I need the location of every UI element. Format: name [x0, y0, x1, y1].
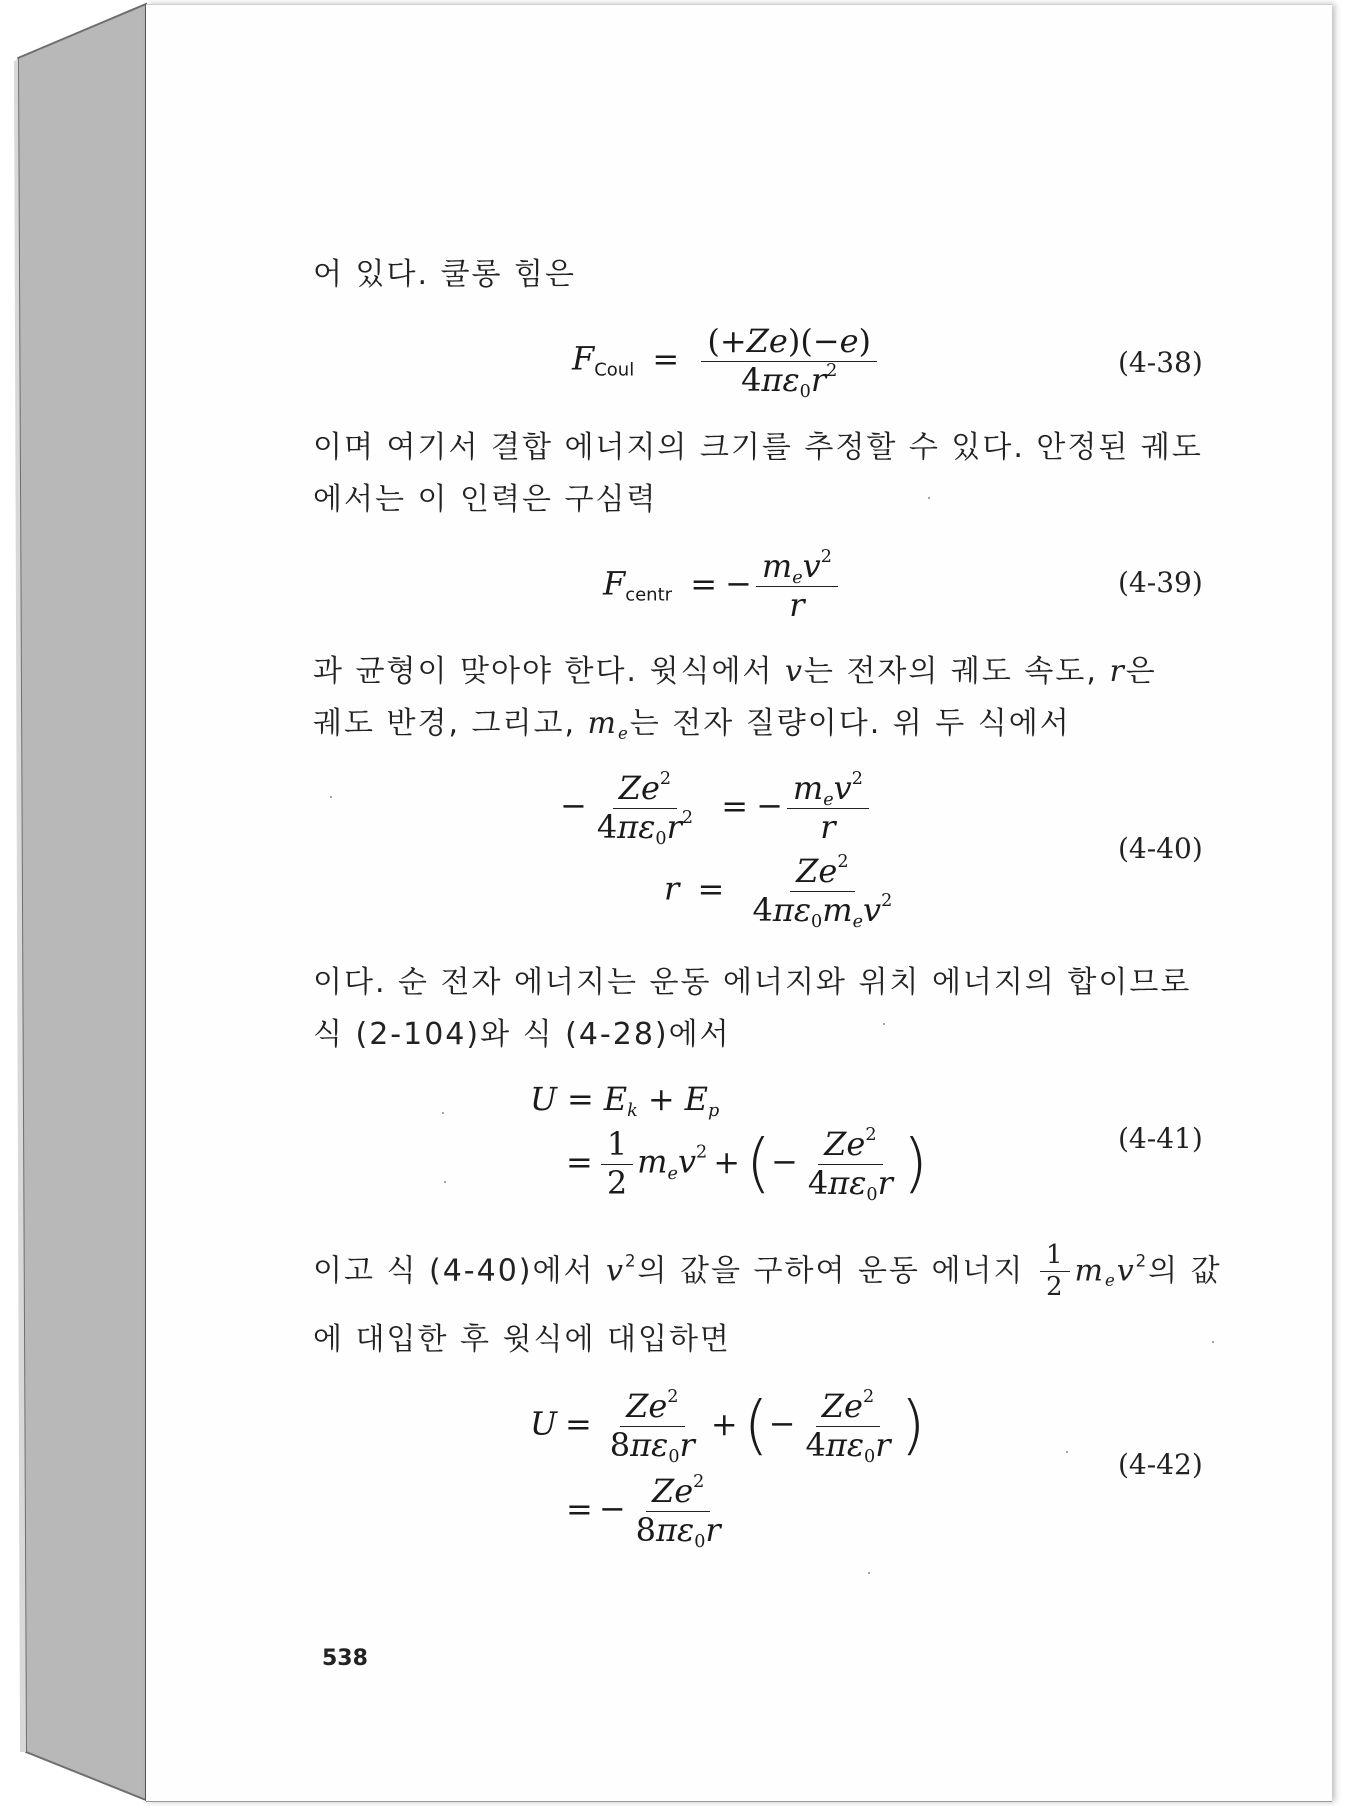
- symbol-m: m: [587, 706, 618, 741]
- equation-number: (4-39): [1118, 566, 1203, 599]
- scan-speck: [444, 1181, 446, 1183]
- scan-speck: [928, 497, 930, 499]
- text-span: 는 전자 질량이다. 위 두 식에서: [629, 706, 1071, 741]
- equation-number: (4-42): [1118, 1448, 1203, 1481]
- text-span: 의 값을 구하여 운동 에너지: [637, 1253, 1036, 1289]
- paragraph-text: [313, 644, 1157, 700]
- equation-4-39: Fcentr = − $\frac{m_ev^2}{r}$: [603, 550, 842, 622]
- equation-4-41-line2: = $\frac{1}{2}$ $m_ev^2$ +(− $\frac{Ze^2}{4\pi\varepsilon_0r}$ ): [566, 1125, 928, 1205]
- page-number: 538: [322, 1646, 368, 1671]
- text-span: 궤도 반경, 그리고,: [313, 706, 588, 741]
- text-span: 이고 식 (4-40)에서: [313, 1253, 607, 1289]
- equation-number: (4-40): [1118, 832, 1203, 865]
- book-spine: [0, 0, 160, 1806]
- equation-4-38: FCoul = $\frac{(+Ze)(-e)}{4\pi\varepsilon_0r^2}$: [572, 325, 881, 397]
- text-span: 과 균형이 맞아야 한다. 윗식에서: [313, 654, 785, 689]
- paragraph-text: 이고 식 (4-40)에서 $v^2$의 값을 구하여 운동 에너지 $\frac{1}{2}$ $m_ev^2$의 값: [313, 1240, 1222, 1303]
- equation-4-42-line2: = − $\frac{Ze^2}{8\pi\varepsilon_0r}$: [566, 1472, 721, 1552]
- equation-number: (4-41): [1118, 1122, 1203, 1155]
- symbol-e-subscript: e: [618, 723, 630, 743]
- fraction-half: $\frac{1}{2}$: [1040, 1242, 1071, 1302]
- symbol-v: v: [606, 1253, 625, 1289]
- text-span: 의 값: [1148, 1253, 1222, 1289]
- paragraph-text: 이며 여기서 결합 에너지의 크기를 추정할 수 있다. 안정된 궤도: [313, 430, 1203, 465]
- scan-speck: [868, 1572, 870, 1574]
- equation-4-40-line2: r = $\frac{Ze^2}{4\pi\varepsilon_0m_ev^2}$: [664, 852, 893, 932]
- symbol-r: r: [1109, 654, 1126, 689]
- paragraph-text: 이다. 순 전자 에너지는 운동 에너지와 위치 에너지의 합이므로: [313, 965, 1192, 1000]
- text-span: 는 전자의 궤도 속도,: [803, 654, 1110, 689]
- paragraph-text: 어 있다. 쿨롱 힘은: [313, 257, 577, 292]
- symbol-v: v: [784, 654, 804, 689]
- equation-4-41-line1: $U = E_k + E_p$: [530, 1080, 720, 1122]
- paragraph-text: 에 대입한 후 윗식에 대입하면: [313, 1322, 731, 1357]
- superscript-2: 2: [624, 1251, 638, 1271]
- paragraph-text: 에서는 이 인력은 구심력: [313, 482, 658, 517]
- scan-speck: [1212, 1341, 1214, 1343]
- text-span: 은: [1125, 654, 1157, 689]
- paragraph-text: 식 (2-104)와 식 (4-28)에서: [313, 1017, 731, 1052]
- equation-4-40-line1: − $\frac{Ze^2}{4\pi\varepsilon_0r^2}$ = − $\frac{m_ev^2}{r}$: [560, 772, 873, 844]
- paragraph-text: [313, 696, 1071, 752]
- scan-speck: [330, 796, 332, 798]
- equation-4-42-line1: U = $\frac{Ze^2}{8\pi\varepsilon_0r}$ +(− $\frac{Ze^2}{4\pi\varepsilon_0r}$ ): [530, 1387, 926, 1467]
- equation-number: (4-38): [1118, 346, 1203, 379]
- scan-speck: [442, 1112, 444, 1114]
- scan-speck: [883, 1023, 885, 1025]
- scan-speck: [1066, 1451, 1068, 1453]
